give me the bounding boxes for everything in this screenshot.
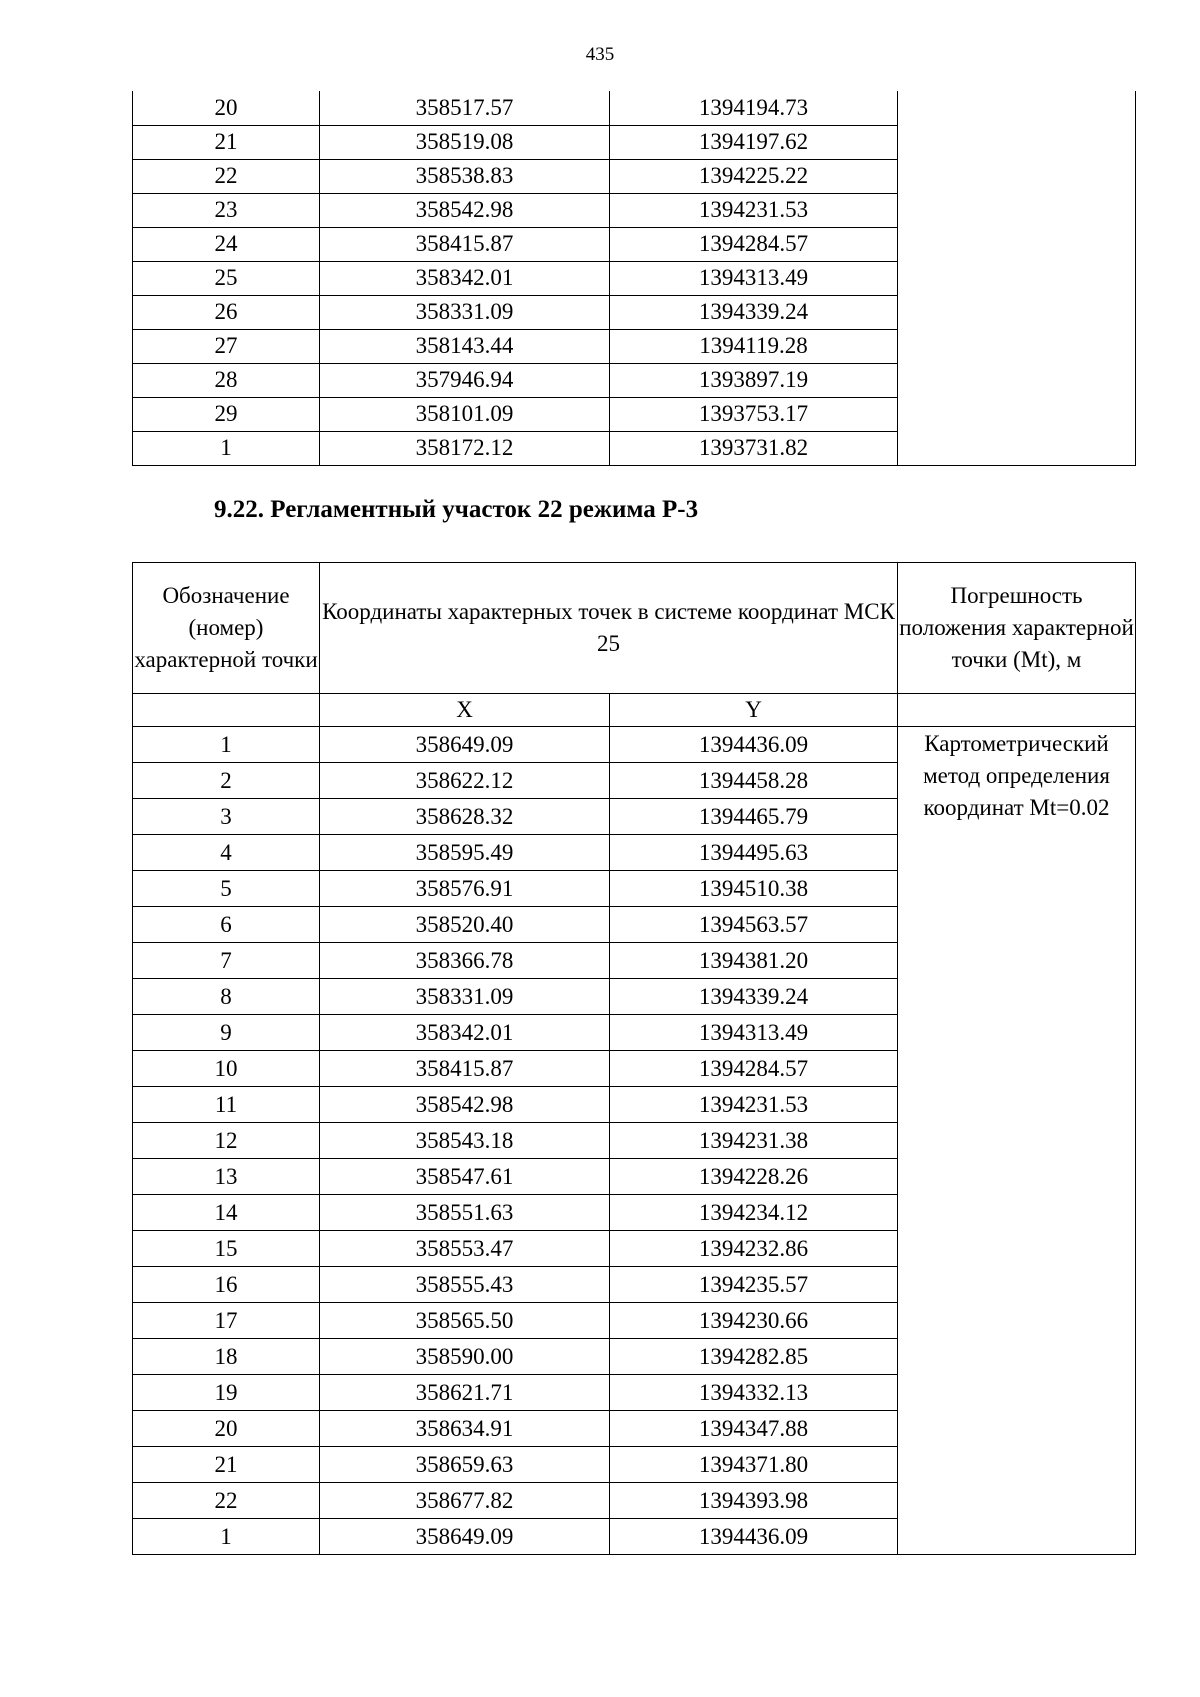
x-coordinate: 358628.32 (320, 799, 610, 835)
point-number: 3 (133, 799, 320, 835)
x-coordinate: 358172.12 (320, 431, 610, 465)
point-number: 21 (133, 125, 320, 159)
y-coordinate: 1394235.57 (610, 1267, 898, 1303)
error-column-empty (898, 91, 1136, 465)
x-coordinate: 358553.47 (320, 1231, 610, 1267)
point-number: 26 (133, 295, 320, 329)
x-coordinate: 358555.43 (320, 1267, 610, 1303)
x-coordinate: 358331.09 (320, 295, 610, 329)
x-coordinate: 358576.91 (320, 871, 610, 907)
x-coordinate: 358331.09 (320, 979, 610, 1015)
x-coordinate: 358547.61 (320, 1159, 610, 1195)
y-coordinate: 1394495.63 (610, 835, 898, 871)
x-coordinate: 358649.09 (320, 1519, 610, 1555)
x-coordinate: 358590.00 (320, 1339, 610, 1375)
point-number: 23 (133, 193, 320, 227)
y-coordinate: 1394231.53 (610, 193, 898, 227)
subheader-empty (898, 694, 1136, 727)
section-title: 9.22. Регламентный участок 22 режима Р-3 (214, 496, 699, 523)
y-coordinate: 1394339.24 (610, 295, 898, 329)
point-number: 14 (133, 1195, 320, 1231)
x-coordinate: 358677.82 (320, 1483, 610, 1519)
point-number: 19 (133, 1375, 320, 1411)
header-error: Погрешность положения характерной точки (Mt), м (898, 563, 1136, 694)
point-number: 1 (133, 727, 320, 763)
y-coordinate: 1394228.26 (610, 1159, 898, 1195)
point-number: 11 (133, 1087, 320, 1123)
coordinates-table-continued (132, 91, 1136, 466)
y-coordinate: 1394436.09 (610, 1519, 898, 1555)
y-coordinate: 1394119.28 (610, 329, 898, 363)
y-coordinate: 1394234.12 (610, 1195, 898, 1231)
y-coordinate: 1394563.57 (610, 907, 898, 943)
y-coordinate: 1394347.88 (610, 1411, 898, 1447)
x-coordinate: 358342.01 (320, 261, 610, 295)
point-number: 18 (133, 1339, 320, 1375)
coordinates-table (132, 562, 1136, 1555)
y-coordinate: 1394232.86 (610, 1231, 898, 1267)
x-coordinate: 358543.18 (320, 1123, 610, 1159)
point-number: 15 (133, 1231, 320, 1267)
y-coordinate: 1394510.38 (610, 871, 898, 907)
x-coordinate: 358538.83 (320, 159, 610, 193)
point-number: 28 (133, 363, 320, 397)
point-number: 8 (133, 979, 320, 1015)
x-coordinate: 358621.71 (320, 1375, 610, 1411)
point-number: 6 (133, 907, 320, 943)
y-coordinate: 1394339.24 (610, 979, 898, 1015)
point-number: 5 (133, 871, 320, 907)
x-coordinate: 358517.57 (320, 91, 610, 125)
y-coordinate: 1394230.66 (610, 1303, 898, 1339)
point-number: 2 (133, 763, 320, 799)
y-coordinate: 1394381.20 (610, 943, 898, 979)
x-coordinate: 358634.91 (320, 1411, 610, 1447)
y-coordinate: 1394284.57 (610, 1051, 898, 1087)
y-coordinate: 1394393.98 (610, 1483, 898, 1519)
point-number: 29 (133, 397, 320, 431)
y-coordinate: 1394332.13 (610, 1375, 898, 1411)
point-number: 27 (133, 329, 320, 363)
point-number: 24 (133, 227, 320, 261)
y-coordinate: 1394284.57 (610, 227, 898, 261)
x-coordinate: 358551.63 (320, 1195, 610, 1231)
point-number: 22 (133, 159, 320, 193)
x-coordinate: 358366.78 (320, 943, 610, 979)
y-coordinate: 1394282.85 (610, 1339, 898, 1375)
y-coordinate: 1394197.62 (610, 125, 898, 159)
point-number: 22 (133, 1483, 320, 1519)
point-number: 1 (133, 1519, 320, 1555)
x-coordinate: 358342.01 (320, 1015, 610, 1051)
y-coordinate: 1394231.38 (610, 1123, 898, 1159)
header-coordinates: Координаты характерных точек в системе координат МСК 25 (320, 563, 898, 694)
x-coordinate: 358622.12 (320, 763, 610, 799)
x-coordinate: 358595.49 (320, 835, 610, 871)
x-coordinate: 358520.40 (320, 907, 610, 943)
y-coordinate: 1394371.80 (610, 1447, 898, 1483)
y-coordinate: 1394225.22 (610, 159, 898, 193)
point-number: 13 (133, 1159, 320, 1195)
x-coordinate: 358649.09 (320, 727, 610, 763)
x-coordinate: 358101.09 (320, 397, 610, 431)
point-number: 12 (133, 1123, 320, 1159)
point-number: 17 (133, 1303, 320, 1339)
y-coordinate: 1394313.49 (610, 1015, 898, 1051)
x-coordinate: 358143.44 (320, 329, 610, 363)
y-coordinate: 1394465.79 (610, 799, 898, 835)
point-number: 7 (133, 943, 320, 979)
table-row (133, 91, 1136, 125)
x-coordinate: 357946.94 (320, 363, 610, 397)
x-coordinate: 358415.87 (320, 227, 610, 261)
y-coordinate: 1393753.17 (610, 397, 898, 431)
x-coordinate: 358519.08 (320, 125, 610, 159)
point-number: 20 (133, 1411, 320, 1447)
point-number: 25 (133, 261, 320, 295)
point-number: 4 (133, 835, 320, 871)
y-coordinate: 1394458.28 (610, 763, 898, 799)
point-number: 9 (133, 1015, 320, 1051)
point-number: 16 (133, 1267, 320, 1303)
page-number: 435 (585, 44, 615, 65)
table-row (133, 727, 1136, 763)
point-number: 21 (133, 1447, 320, 1483)
x-coordinate: 358415.87 (320, 1051, 610, 1087)
table-subheader-row (133, 694, 1136, 727)
y-coordinate: 1394231.53 (610, 1087, 898, 1123)
y-coordinate: 1394436.09 (610, 727, 898, 763)
y-coordinate: 1393897.19 (610, 363, 898, 397)
x-coordinate: 358542.98 (320, 1087, 610, 1123)
header-point-number: Обозначение (номер) характерной точки (133, 563, 320, 694)
x-coordinate: 358659.63 (320, 1447, 610, 1483)
x-coordinate: 358565.50 (320, 1303, 610, 1339)
header-x: X (320, 694, 610, 727)
point-number: 10 (133, 1051, 320, 1087)
point-number: 1 (133, 431, 320, 465)
table-header-row (133, 563, 1136, 694)
header-y: Y (610, 694, 898, 727)
y-coordinate: 1394313.49 (610, 261, 898, 295)
point-number: 20 (133, 91, 320, 125)
y-coordinate: 1393731.82 (610, 431, 898, 465)
subheader-empty (133, 694, 320, 727)
accuracy-note: Картометрический метод определения координат Mt=0.02 (898, 727, 1136, 1555)
y-coordinate: 1394194.73 (610, 91, 898, 125)
x-coordinate: 358542.98 (320, 193, 610, 227)
